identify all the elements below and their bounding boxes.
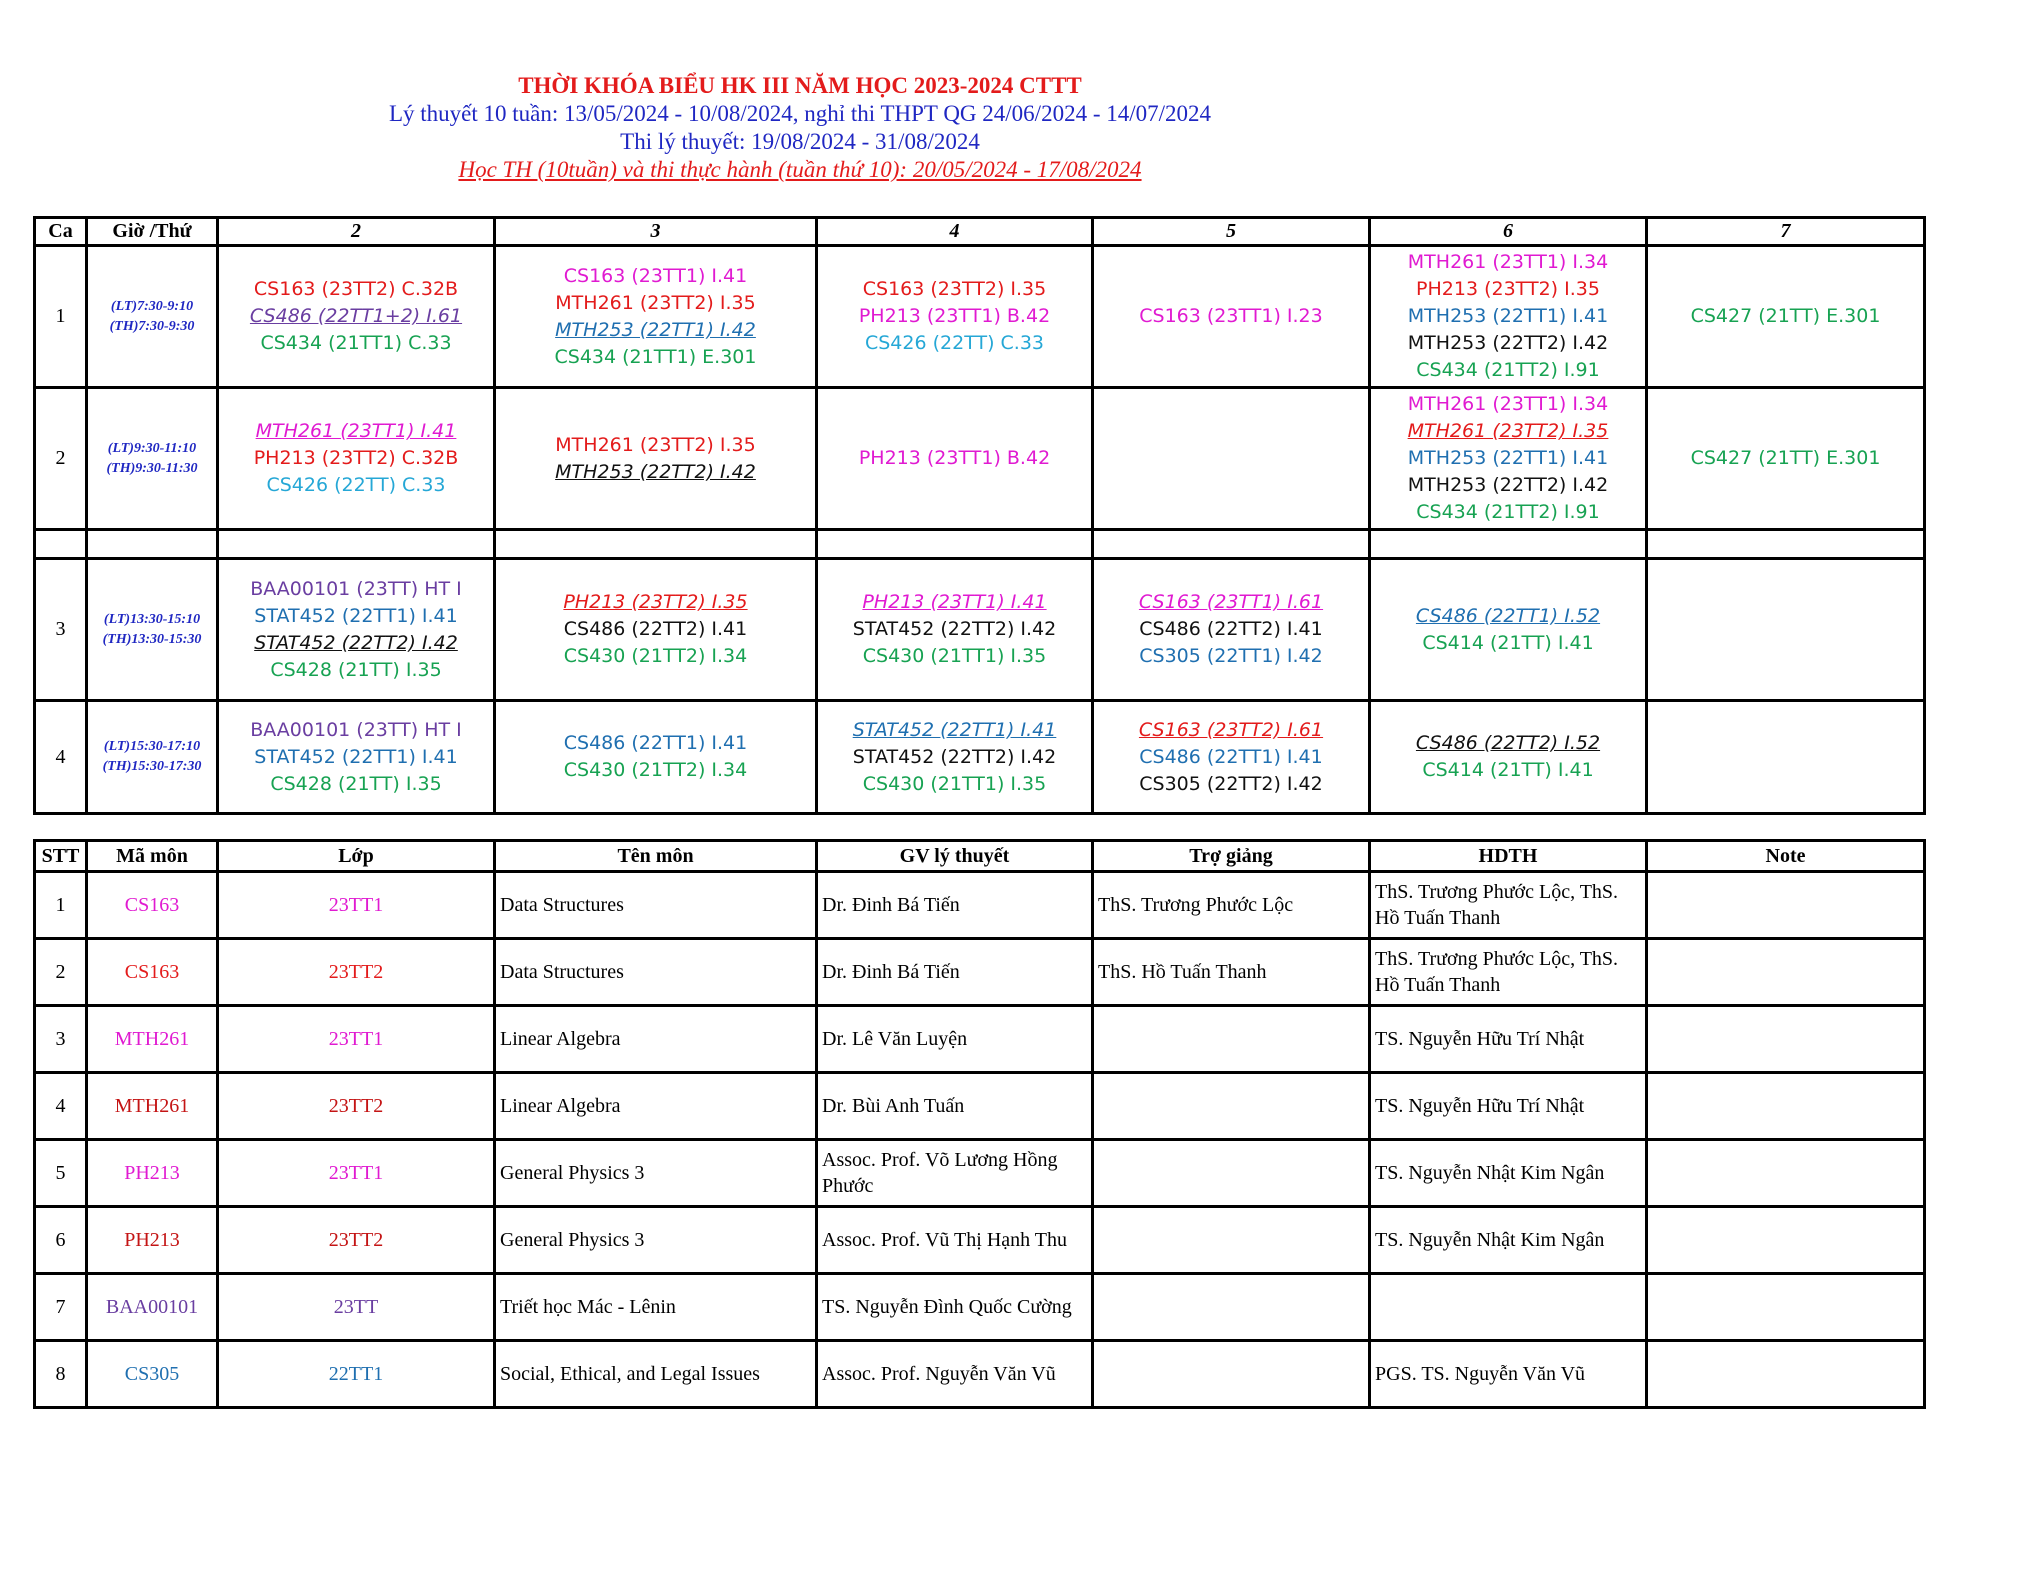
class-entry: CS434 (21TT2) I.91 [1416, 359, 1600, 381]
class-entry: CS486 (22TT2) I.41 [1139, 618, 1323, 640]
class-code: 23TT2 [218, 939, 495, 1006]
class-entry: CS426 (22TT) C.33 [266, 474, 446, 496]
day-cell [1093, 701, 1370, 814]
class-entry: MTH261 (23TT2) I.35 [555, 291, 756, 314]
day-cell [1370, 701, 1647, 814]
day-cell [495, 388, 817, 530]
course-header-row [35, 841, 1925, 872]
class-entry: CS414 (21TT) I.41 [1422, 759, 1594, 781]
session-time [87, 246, 218, 388]
row-number: 1 [35, 872, 87, 939]
class-entry: PH213 (23TT2) I.35 [563, 591, 748, 613]
class-entry: CS486 (22TT1+2) I.61 [249, 305, 463, 327]
note [1647, 939, 1925, 1006]
course-code: CS163 [87, 939, 218, 1006]
lunch-break-row [35, 530, 1925, 559]
lecturer: Dr. Đinh Bá Tiến [817, 939, 1093, 1006]
day-cell [218, 559, 495, 701]
empty-cell [218, 530, 495, 559]
class-entry: CS163 (23TT2) I.35 [862, 278, 1047, 300]
class-entry: CS486 (22TT1) I.52 [1415, 604, 1601, 627]
class-entry: CS486 (22TT1) I.41 [563, 732, 748, 754]
theory-time: (LT)13:30-15:10 [103, 611, 201, 627]
class-entry: CS305 (22TT2) I.42 [1139, 772, 1323, 795]
course-name: Social, Ethical, and Legal Issues [495, 1341, 817, 1408]
class-code: 23TT1 [218, 872, 495, 939]
class-entry: CS430 (21TT2) I.34 [563, 645, 748, 667]
table-row [35, 1140, 1925, 1207]
day-cell [1647, 246, 1925, 388]
header-teaching-assistant: Trợ giảng [1093, 841, 1370, 872]
day-cell [1093, 388, 1370, 530]
teaching-assistant [1093, 1207, 1370, 1274]
lecturer: TS. Nguyễn Đình Quốc Cường [817, 1274, 1093, 1341]
class-entry: BAA00101 (23TT) HT I [250, 718, 462, 741]
class-entry: CS430 (21TT1) I.35 [862, 645, 1047, 667]
class-entry: STAT452 (22TT1) I.41 [254, 604, 458, 627]
row-number: 7 [35, 1274, 87, 1341]
theory-exam-line: Thi lý thuyết: 19/08/2024 - 31/08/2024 [620, 129, 980, 154]
header-class: Lớp [218, 841, 495, 872]
class-entry: CS434 (21TT1) C.33 [260, 332, 452, 354]
table-row [35, 1006, 1925, 1073]
class-entry: MTH261 (23TT2) I.35 [555, 433, 756, 456]
day-cell [817, 559, 1093, 701]
class-entry: CS428 (21TT) I.35 [270, 658, 442, 681]
day-cell [1647, 559, 1925, 701]
class-entry: MTH261 (23TT1) I.41 [255, 420, 457, 442]
class-entry: CS163 (23TT1) I.23 [1139, 305, 1323, 327]
teaching-assistant: ThS. Trương Phước Lộc [1093, 872, 1370, 939]
class-entry: CS428 (21TT) I.35 [270, 772, 442, 795]
timetable [33, 216, 1926, 815]
course-code: CS163 [87, 872, 218, 939]
practice-instructor: TS. Nguyễn Hữu Trí Nhật [1370, 1073, 1647, 1140]
practice-instructor: TS. Nguyễn Nhật Kim Ngân [1370, 1207, 1647, 1274]
practice-instructor: TS. Nguyễn Hữu Trí Nhật [1370, 1006, 1647, 1073]
course-name: General Physics 3 [495, 1140, 817, 1207]
header-day-6: 6 [1370, 218, 1647, 246]
class-entry: CS163 (23TT2) C.32B [253, 278, 459, 300]
theory-time: (LT)7:30-9:10 [110, 298, 194, 314]
session-number: 3 [35, 559, 87, 701]
theory-time: (LT)9:30-11:10 [107, 440, 197, 456]
day-cell [218, 246, 495, 388]
day-cell [1647, 388, 1925, 530]
practice-time: (TH)13:30-15:30 [102, 631, 202, 647]
course-name: Data Structures [495, 872, 817, 939]
class-code: 23TT2 [218, 1073, 495, 1140]
course-name: Linear Algebra [495, 1073, 817, 1140]
lecturer: Assoc. Prof. Võ Lương Hồng Phước [817, 1140, 1093, 1207]
course-code: MTH261 [87, 1073, 218, 1140]
header-day-7: 7 [1647, 218, 1925, 246]
class-entry: MTH261 (23TT1) I.34 [1407, 393, 1609, 415]
practice-instructor: PGS. TS. Nguyễn Văn Vũ [1370, 1341, 1647, 1408]
session-time [87, 559, 218, 701]
class-entry: CS486 (22TT1) I.41 [1139, 745, 1323, 768]
class-entry: PH213 (23TT2) C.32B [253, 447, 459, 469]
practice-instructor: ThS. Trương Phước Lộc, ThS. Hồ Tuấn Thanh [1370, 872, 1647, 939]
header-day-4: 4 [817, 218, 1093, 246]
class-code: 23TT1 [218, 1006, 495, 1073]
teaching-assistant: ThS. Hồ Tuấn Thanh [1093, 939, 1370, 1006]
course-code: PH213 [87, 1207, 218, 1274]
day-cell [495, 701, 817, 814]
class-entry: CS430 (21TT1) I.35 [862, 772, 1047, 795]
class-entry: PH213 (23TT1) I.41 [862, 591, 1047, 613]
class-entry: MTH253 (22TT1) I.41 [1407, 305, 1609, 327]
note [1647, 1140, 1925, 1207]
day-cell [218, 388, 495, 530]
lecturer: Assoc. Prof. Nguyễn Văn Vũ [817, 1341, 1093, 1408]
header-day-2: 2 [218, 218, 495, 246]
day-cell [1370, 559, 1647, 701]
session-number: 2 [35, 388, 87, 530]
empty-cell [1093, 530, 1370, 559]
note [1647, 1207, 1925, 1274]
class-entry: CS430 (21TT2) I.34 [563, 759, 748, 781]
header-time-day: Giờ /Thứ [87, 218, 218, 246]
teaching-assistant [1093, 1274, 1370, 1341]
practice-time: (TH)9:30-11:30 [106, 460, 198, 476]
timetable-header-row [35, 218, 1925, 246]
row-number: 2 [35, 939, 87, 1006]
class-entry: PH213 (23TT1) B.42 [858, 447, 1051, 469]
empty-cell [35, 530, 87, 559]
page-title: THỜI KHÓA BIỂU HK III NĂM HỌC 2023-2024 CTTT [518, 73, 1082, 98]
class-entry: MTH253 (22TT2) I.42 [1407, 474, 1609, 496]
note [1647, 1274, 1925, 1341]
day-cell [495, 559, 817, 701]
class-entry: MTH261 (23TT1) I.34 [1407, 251, 1609, 273]
row-number: 3 [35, 1006, 87, 1073]
note [1647, 1006, 1925, 1073]
practice-time: (TH)15:30-17:30 [102, 759, 202, 774]
day-cell [495, 246, 817, 388]
empty-cell [495, 530, 817, 559]
session-row [35, 246, 1925, 388]
class-code: 22TT1 [218, 1341, 495, 1408]
header-ca: Ca [35, 218, 87, 246]
teaching-assistant [1093, 1341, 1370, 1408]
theory-period-line: Lý thuyết 10 tuần: 13/05/2024 - 10/08/2024, nghỉ thi THPT QG 24/06/2024 - 14/07/2024 [388, 101, 1212, 126]
note [1647, 1341, 1925, 1408]
header-course-code: Mã môn [87, 841, 218, 872]
table-row [35, 1341, 1925, 1408]
day-cell [1647, 701, 1925, 814]
document-header [0, 72, 1600, 184]
day-cell [817, 388, 1093, 530]
header-lecturer: GV lý thuyết [817, 841, 1093, 872]
table-row [35, 872, 1925, 939]
note [1647, 872, 1925, 939]
teaching-assistant [1093, 1073, 1370, 1140]
lecturer: Dr. Lê Văn Luyện [817, 1006, 1093, 1073]
course-code: PH213 [87, 1140, 218, 1207]
course-list-table [33, 839, 1926, 1409]
note [1647, 1073, 1925, 1140]
header-course-name: Tên môn [495, 841, 817, 872]
class-code: 23TT2 [218, 1207, 495, 1274]
practice-instructor [1370, 1274, 1647, 1341]
course-code: MTH261 [87, 1006, 218, 1073]
class-entry: STAT452 (22TT1) I.41 [254, 745, 458, 768]
lecturer: Dr. Bùi Anh Tuấn [817, 1073, 1093, 1140]
practice-period-line: Học TH (10tuần) và thi thực hành (tuần thứ 10): 20/05/2024 - 17/08/2024 [458, 157, 1142, 182]
class-entry: CS163 (23TT1) I.61 [1138, 591, 1324, 613]
class-entry: STAT452 (22TT2) I.42 [852, 745, 1057, 768]
class-entry: CS426 (22TT) C.33 [864, 332, 1045, 354]
lecturer: Assoc. Prof. Vũ Thị Hạnh Thu [817, 1207, 1093, 1274]
empty-cell [1647, 530, 1925, 559]
header-day-3: 3 [495, 218, 817, 246]
theory-time: (LT)15:30-17:10 [103, 739, 201, 754]
table-row [35, 1073, 1925, 1140]
class-entry: CS414 (21TT) I.41 [1422, 631, 1594, 654]
class-entry: MTH253 (22TT1) I.42 [555, 318, 756, 341]
class-entry: CS486 (22TT2) I.52 [1415, 732, 1601, 754]
day-cell [817, 701, 1093, 814]
session-row [35, 559, 1925, 701]
class-entry: CS434 (21TT1) E.301 [554, 345, 757, 368]
empty-cell [817, 530, 1093, 559]
class-entry: PH213 (23TT1) B.42 [858, 305, 1051, 327]
empty-cell [1370, 530, 1647, 559]
class-entry: MTH253 (22TT1) I.41 [1407, 447, 1609, 469]
day-cell [1093, 559, 1370, 701]
row-number: 8 [35, 1341, 87, 1408]
class-entry: CS434 (21TT2) I.91 [1416, 501, 1600, 523]
session-time [87, 701, 218, 814]
header-practice-instructor: HDTH [1370, 841, 1647, 872]
class-entry: CS163 (23TT2) I.61 [1138, 718, 1324, 741]
class-entry: STAT452 (22TT2) I.42 [254, 631, 458, 654]
table-row [35, 1274, 1925, 1341]
class-entry: CS427 (21TT) E.301 [1690, 447, 1881, 469]
teaching-assistant [1093, 1140, 1370, 1207]
session-number: 1 [35, 246, 87, 388]
course-name: Linear Algebra [495, 1006, 817, 1073]
day-cell [817, 246, 1093, 388]
course-name: Triết học Mác - Lênin [495, 1274, 817, 1341]
class-entry: CS427 (21TT) E.301 [1690, 305, 1881, 327]
teaching-assistant [1093, 1006, 1370, 1073]
class-entry: STAT452 (22TT2) I.42 [852, 618, 1057, 640]
session-row [35, 701, 1925, 814]
day-cell [1370, 388, 1647, 530]
practice-instructor: TS. Nguyễn Nhật Kim Ngân [1370, 1140, 1647, 1207]
row-number: 5 [35, 1140, 87, 1207]
table-row [35, 939, 1925, 1006]
practice-time: (TH)7:30-9:30 [109, 318, 195, 334]
session-time [87, 388, 218, 530]
row-number: 4 [35, 1073, 87, 1140]
day-cell [1093, 246, 1370, 388]
class-entry: CS486 (22TT2) I.41 [563, 618, 748, 640]
class-entry: STAT452 (22TT1) I.41 [852, 718, 1057, 741]
class-entry: MTH253 (22TT2) I.42 [1407, 332, 1609, 354]
day-cell [218, 701, 495, 814]
session-number: 4 [35, 701, 87, 814]
class-entry: BAA00101 (23TT) HT I [250, 577, 462, 600]
class-entry: MTH261 (23TT2) I.35 [1407, 420, 1609, 442]
row-number: 6 [35, 1207, 87, 1274]
lecturer: Dr. Đinh Bá Tiến [817, 872, 1093, 939]
header-stt: STT [35, 841, 87, 872]
table-row [35, 1207, 1925, 1274]
session-row [35, 388, 1925, 530]
class-code: 23TT1 [218, 1140, 495, 1207]
course-name: Data Structures [495, 939, 817, 1006]
course-code: BAA00101 [87, 1274, 218, 1341]
course-code: CS305 [87, 1341, 218, 1408]
class-entry: CS163 (23TT1) I.41 [563, 264, 748, 287]
class-code: 23TT [218, 1274, 495, 1341]
header-day-5: 5 [1093, 218, 1370, 246]
empty-cell [87, 530, 218, 559]
header-note: Note [1647, 841, 1925, 872]
class-entry: CS305 (22TT1) I.42 [1139, 645, 1323, 667]
day-cell [1370, 246, 1647, 388]
practice-instructor: ThS. Trương Phước Lộc, ThS. Hồ Tuấn Thanh [1370, 939, 1647, 1006]
course-name: General Physics 3 [495, 1207, 817, 1274]
class-entry: MTH253 (22TT2) I.42 [555, 460, 756, 483]
class-entry: PH213 (23TT2) I.35 [1416, 278, 1600, 300]
